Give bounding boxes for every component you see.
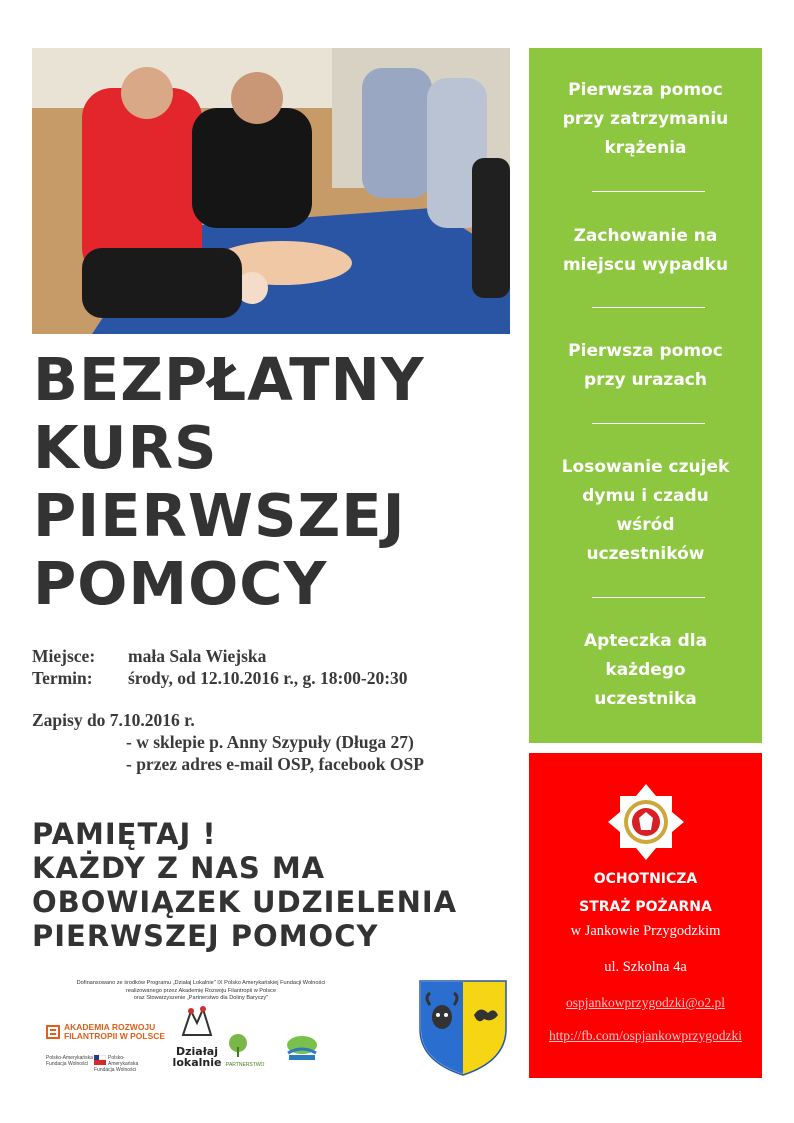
facebook-link[interactable]: http://fb.com/ospjankowprzygodzki — [548, 1028, 743, 1043]
topic-line: każdego — [605, 660, 686, 680]
topic-line: uczestników — [586, 544, 705, 564]
dzialaj-text: Działaj — [175, 1045, 218, 1058]
term-value: środy, od 12.10.2016 r., g. 18:00-20:30 — [128, 668, 408, 688]
topic-line: Zachowanie na — [573, 226, 718, 246]
flag-icon — [94, 1055, 106, 1065]
course-title — [33, 346, 513, 618]
term-row — [32, 667, 512, 689]
pafw-text: Fundacja Wolności — [46, 1061, 89, 1067]
topic-line: przy urazach — [584, 370, 707, 390]
first-aid-training-photo — [32, 48, 510, 334]
dzialaj-text: lokalnie — [172, 1056, 222, 1069]
funding-note — [46, 980, 356, 1003]
pafw-flag-logo — [94, 1055, 141, 1073]
dolina-icon — [285, 1035, 319, 1061]
divider — [592, 191, 705, 192]
topic-accident — [529, 222, 762, 280]
remember-line: PIERWSZEJ POMOCY — [32, 919, 379, 953]
topic-line: Losowanie czujek — [561, 457, 730, 477]
org-name: STRAŻ POŻARNA — [579, 899, 712, 915]
divider — [592, 423, 705, 424]
email-link[interactable]: ospjankowprzygodzki@o2.pl — [565, 995, 726, 1010]
dolina-baryczy-logo — [285, 1035, 319, 1066]
pafw-text: Fundacja Wolności — [94, 1067, 137, 1073]
divider — [592, 597, 705, 598]
place-row — [32, 645, 512, 667]
remember-line: KAŻDY Z NAS MA — [32, 851, 326, 885]
course-info — [32, 645, 512, 775]
title-line: POMOCY — [33, 549, 328, 618]
topic-line: uczestnika — [594, 689, 697, 709]
place-value: mała Sala Wiejska — [128, 646, 267, 666]
topic-line: przy zatrzymaniu — [562, 109, 729, 129]
fire-brigade-emblem-icon — [606, 782, 686, 862]
topic-detectors — [529, 453, 762, 569]
pafw-text: Polsko-Amerykańska — [108, 1055, 139, 1067]
remember-line: OBOWIĄZEK UDZIELENIA — [32, 885, 458, 919]
signup-option: - przez adres e-mail OSP, facebook OSP — [126, 754, 424, 774]
title-line: KURS — [33, 413, 218, 482]
topic-line: Apteczka dla — [583, 631, 708, 651]
pafw-logo — [46, 1055, 93, 1067]
topic-cpr — [529, 76, 762, 163]
topic-line: wśród — [616, 515, 675, 535]
place-label: Miejsce: — [32, 646, 96, 666]
funding-line: realizowanego przez Akademię Rozwoju Filantropii w Polsce — [125, 987, 277, 994]
term-label: Termin: — [32, 668, 93, 688]
sponsor-logos — [40, 1005, 380, 1075]
funding-line: oraz Stowarzyszenie „Partnerstwo dla Doliny Baryczy" — [133, 995, 269, 1001]
hands-icon — [177, 1005, 217, 1041]
dzialaj-lokalnie-logo — [172, 1005, 222, 1068]
fire-brigade-panel — [529, 753, 762, 1078]
akademia-name: AKADEMIA ROZWOJU — [64, 1022, 156, 1032]
topic-injuries — [529, 337, 762, 395]
topic-line: krążenia — [604, 138, 687, 158]
org-address: ul. Szkolna 4a — [604, 959, 687, 975]
signup-option: - w sklepie p. Anny Szypuły (Długa 27) — [126, 732, 414, 752]
signup-deadline: Zapisy do 7.10.2016 r. — [32, 710, 195, 730]
partnerstwo-logo — [226, 1033, 264, 1068]
title-line: BEZPŁATNY — [33, 345, 425, 414]
tree-icon — [226, 1033, 256, 1057]
course-topics-panel — [529, 48, 762, 743]
pafw-text: Polsko-Amerykańska — [46, 1055, 93, 1061]
org-name: OCHOTNICZA — [593, 871, 698, 887]
org-town: w Jankowie Przygodzkim — [570, 923, 721, 939]
title-line: PIERWSZEJ — [33, 481, 406, 550]
divider — [592, 307, 705, 308]
remember-message — [32, 817, 522, 953]
partnerstwo-text: PARTNERSTWO — [226, 1062, 265, 1068]
topic-line: Pierwsza pomoc — [568, 341, 723, 361]
topic-line: miejscu wypadku — [562, 255, 729, 275]
remember-line: PAMIĘTAJ ! — [32, 817, 217, 851]
topic-line: dymu i czadu — [582, 486, 709, 506]
akademia-icon — [46, 1025, 60, 1039]
akademia-name: FILANTROPII W POLSCE — [64, 1031, 166, 1041]
topic-line: Pierwsza pomoc — [568, 80, 723, 100]
akademia-logo — [46, 1023, 165, 1041]
funding-line: Dofinansowano ze środków Programu „Działaj Lokalnie" IX Polsko Amerykańskiej Fundacji Wolności — [76, 980, 326, 986]
topic-first-aid-kit — [529, 627, 762, 714]
coat-of-arms-icon — [418, 979, 508, 1077]
